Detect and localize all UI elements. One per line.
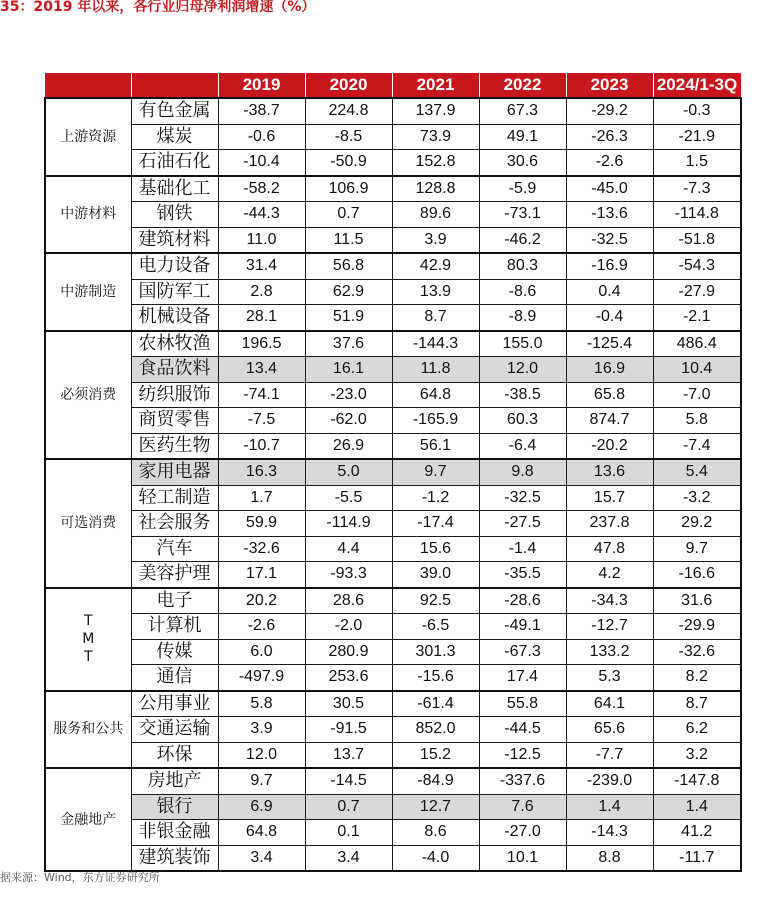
value-cell: 3.2	[653, 742, 741, 768]
value-cell: 12.0	[479, 357, 566, 383]
value-cell: 31.4	[218, 253, 305, 279]
value-cell: -32.5	[479, 485, 566, 511]
value-cell: 4.4	[305, 536, 392, 562]
value-cell: 64.8	[392, 382, 479, 408]
value-cell: 4.2	[566, 562, 653, 588]
value-cell: 3.9	[218, 717, 305, 743]
value-cell: 5.0	[305, 459, 392, 485]
value-cell: 28.1	[218, 305, 305, 331]
value-cell: 41.2	[653, 820, 741, 846]
value-cell: -15.6	[392, 665, 479, 691]
value-cell: -54.3	[653, 253, 741, 279]
value-cell: 9.7	[392, 459, 479, 485]
header-year-2020: 2020	[305, 73, 392, 98]
value-cell: 224.8	[305, 98, 392, 124]
industry-cell: 纺织服饰	[131, 382, 218, 408]
value-cell: -74.1	[218, 382, 305, 408]
value-cell: -7.4	[653, 433, 741, 459]
value-cell: 92.5	[392, 588, 479, 614]
value-cell: 9.7	[653, 536, 741, 562]
table-row	[45, 768, 741, 794]
value-cell: 0.4	[566, 279, 653, 305]
table-row	[45, 253, 741, 279]
table-row	[45, 227, 741, 253]
value-cell: -165.9	[392, 408, 479, 434]
value-cell: -34.3	[566, 588, 653, 614]
value-cell: -50.9	[305, 150, 392, 176]
value-cell: -38.5	[479, 382, 566, 408]
industry-cell: 电力设备	[131, 253, 218, 279]
value-cell: 133.2	[566, 639, 653, 665]
value-cell: -7.0	[653, 382, 741, 408]
value-cell: -144.3	[392, 331, 479, 357]
value-cell: 29.2	[653, 511, 741, 537]
table-row	[45, 98, 741, 124]
value-cell: 16.1	[305, 357, 392, 383]
table-row	[45, 820, 741, 846]
header-group-cell	[45, 73, 131, 98]
value-cell: 89.6	[392, 202, 479, 228]
value-cell: 15.7	[566, 485, 653, 511]
value-cell: 26.9	[305, 433, 392, 459]
value-cell: -67.3	[479, 639, 566, 665]
value-cell: 486.4	[653, 331, 741, 357]
industry-cell: 公用事业	[131, 691, 218, 717]
value-cell: -6.5	[392, 614, 479, 640]
value-cell: 1.5	[653, 150, 741, 176]
value-cell: 51.9	[305, 305, 392, 331]
value-cell: -10.7	[218, 433, 305, 459]
table-row	[45, 717, 741, 743]
value-cell: 253.6	[305, 665, 392, 691]
value-cell: 39.0	[392, 562, 479, 588]
value-cell: 2.8	[218, 279, 305, 305]
value-cell: 56.8	[305, 253, 392, 279]
value-cell: -497.9	[218, 665, 305, 691]
value-cell: -12.5	[479, 742, 566, 768]
value-cell: -91.5	[305, 717, 392, 743]
value-cell: 3.4	[218, 845, 305, 871]
value-cell: -27.5	[479, 511, 566, 537]
group-label: 可选消费	[45, 459, 131, 588]
value-cell: 13.7	[305, 742, 392, 768]
value-cell: 852.0	[392, 717, 479, 743]
value-cell: -114.8	[653, 202, 741, 228]
value-cell: -12.7	[566, 614, 653, 640]
value-cell: 42.9	[392, 253, 479, 279]
industry-cell: 煤炭	[131, 124, 218, 150]
industry-cell: 医药生物	[131, 433, 218, 459]
industry-cell: 钢铁	[131, 202, 218, 228]
value-cell: 17.1	[218, 562, 305, 588]
table-row	[45, 485, 741, 511]
value-cell: 0.7	[305, 794, 392, 820]
value-cell: -337.6	[479, 768, 566, 794]
value-cell: -38.7	[218, 98, 305, 124]
group-label: 中游制造	[45, 253, 131, 331]
value-cell: 62.9	[305, 279, 392, 305]
value-cell: 31.6	[653, 588, 741, 614]
value-cell: -21.9	[653, 124, 741, 150]
group-label: 必须消费	[45, 331, 131, 460]
value-cell: 0.1	[305, 820, 392, 846]
value-cell: -239.0	[566, 768, 653, 794]
value-cell: 60.3	[479, 408, 566, 434]
industry-cell: 国防军工	[131, 279, 218, 305]
value-cell: -16.9	[566, 253, 653, 279]
header-year-2022: 2022	[479, 73, 566, 98]
group-label: 中游材料	[45, 176, 131, 254]
table-row	[45, 408, 741, 434]
value-cell: 128.8	[392, 176, 479, 202]
industry-cell: 建筑材料	[131, 227, 218, 253]
value-cell: 5.8	[653, 408, 741, 434]
value-cell: 7.6	[479, 794, 566, 820]
value-cell: 15.6	[392, 536, 479, 562]
value-cell: 3.4	[305, 845, 392, 871]
industry-cell: 环保	[131, 742, 218, 768]
value-cell: 64.8	[218, 820, 305, 846]
value-cell: -27.9	[653, 279, 741, 305]
value-cell: -7.7	[566, 742, 653, 768]
value-cell: -44.5	[479, 717, 566, 743]
group-label: 服务和公共	[45, 691, 131, 769]
value-cell: 13.6	[566, 459, 653, 485]
value-cell: -147.8	[653, 768, 741, 794]
value-cell: 106.9	[305, 176, 392, 202]
value-cell: -2.6	[566, 150, 653, 176]
value-cell: -73.1	[479, 202, 566, 228]
value-cell: -29.9	[653, 614, 741, 640]
industry-cell: 电子	[131, 588, 218, 614]
value-cell: -32.5	[566, 227, 653, 253]
value-cell: 196.5	[218, 331, 305, 357]
value-cell: 30.6	[479, 150, 566, 176]
value-cell: 13.9	[392, 279, 479, 305]
industry-cell: 计算机	[131, 614, 218, 640]
industry-cell: 建筑装饰	[131, 845, 218, 871]
value-cell: 5.8	[218, 691, 305, 717]
value-cell: -5.5	[305, 485, 392, 511]
header-industry-cell	[131, 73, 218, 98]
table-row	[45, 382, 741, 408]
value-cell: -8.5	[305, 124, 392, 150]
industry-cell: 基础化工	[131, 176, 218, 202]
value-cell: 3.9	[392, 227, 479, 253]
value-cell: -93.3	[305, 562, 392, 588]
value-cell: -17.4	[392, 511, 479, 537]
value-cell: 10.1	[479, 845, 566, 871]
value-cell: 10.4	[653, 357, 741, 383]
header-year-2019: 2019	[218, 73, 305, 98]
value-cell: -2.6	[218, 614, 305, 640]
industry-cell: 美容护理	[131, 562, 218, 588]
value-cell: -0.3	[653, 98, 741, 124]
industry-cell: 商贸零售	[131, 408, 218, 434]
value-cell: -7.3	[653, 176, 741, 202]
value-cell: 16.3	[218, 459, 305, 485]
table-row	[45, 511, 741, 537]
value-cell: -20.2	[566, 433, 653, 459]
table-row	[45, 124, 741, 150]
value-cell: 280.9	[305, 639, 392, 665]
value-cell: -58.2	[218, 176, 305, 202]
industry-cell: 有色金属	[131, 98, 218, 124]
value-cell: 6.2	[653, 717, 741, 743]
value-cell: 9.7	[218, 768, 305, 794]
table-row	[45, 742, 741, 768]
value-cell: 55.8	[479, 691, 566, 717]
table-row	[45, 665, 741, 691]
value-cell: 30.5	[305, 691, 392, 717]
value-cell: -2.0	[305, 614, 392, 640]
industry-cell: 轻工制造	[131, 485, 218, 511]
value-cell: 0.7	[305, 202, 392, 228]
value-cell: -62.0	[305, 408, 392, 434]
table-row	[45, 305, 741, 331]
table-row	[45, 433, 741, 459]
value-cell: 64.1	[566, 691, 653, 717]
value-cell: 17.4	[479, 665, 566, 691]
value-cell: -51.8	[653, 227, 741, 253]
value-cell: -44.3	[218, 202, 305, 228]
value-cell: -26.3	[566, 124, 653, 150]
figure-title: 35：2019 年以来，各行业归母净利润增速（%）	[0, 0, 316, 15]
value-cell: 237.8	[566, 511, 653, 537]
table-row	[45, 279, 741, 305]
industry-cell: 家用电器	[131, 459, 218, 485]
value-cell: -14.3	[566, 820, 653, 846]
value-cell: 49.1	[479, 124, 566, 150]
value-cell: -32.6	[653, 639, 741, 665]
value-cell: 6.0	[218, 639, 305, 665]
group-label: T M T	[45, 588, 131, 691]
group-label: 金融地产	[45, 768, 131, 871]
value-cell: 9.8	[479, 459, 566, 485]
industry-cell: 农林牧渔	[131, 331, 218, 357]
value-cell: 65.6	[566, 717, 653, 743]
industry-cell: 交通运输	[131, 717, 218, 743]
value-cell: -114.9	[305, 511, 392, 537]
value-cell: -3.2	[653, 485, 741, 511]
value-cell: 11.0	[218, 227, 305, 253]
table-row	[45, 639, 741, 665]
value-cell: -6.4	[479, 433, 566, 459]
header-year-2023: 2023	[566, 73, 653, 98]
value-cell: 16.9	[566, 357, 653, 383]
value-cell: -28.6	[479, 588, 566, 614]
value-cell: 12.0	[218, 742, 305, 768]
value-cell: -0.6	[218, 124, 305, 150]
value-cell: -4.0	[392, 845, 479, 871]
value-cell: 1.7	[218, 485, 305, 511]
industry-cell: 机械设备	[131, 305, 218, 331]
value-cell: 12.7	[392, 794, 479, 820]
table-body	[45, 98, 741, 871]
value-cell: -49.1	[479, 614, 566, 640]
value-cell: -29.2	[566, 98, 653, 124]
value-cell: -2.1	[653, 305, 741, 331]
value-cell: 8.7	[653, 691, 741, 717]
value-cell: -84.9	[392, 768, 479, 794]
value-cell: 5.3	[566, 665, 653, 691]
value-cell: -125.4	[566, 331, 653, 357]
table-row	[45, 357, 741, 383]
value-cell: -8.6	[479, 279, 566, 305]
value-cell: 6.9	[218, 794, 305, 820]
table-row	[45, 794, 741, 820]
industry-cell: 通信	[131, 665, 218, 691]
value-cell: -35.5	[479, 562, 566, 588]
value-cell: 67.3	[479, 98, 566, 124]
industry-cell: 社会服务	[131, 511, 218, 537]
table-row	[45, 176, 741, 202]
value-cell: -7.5	[218, 408, 305, 434]
industry-cell: 银行	[131, 794, 218, 820]
header-year-2021: 2021	[392, 73, 479, 98]
value-cell: -32.6	[218, 536, 305, 562]
value-cell: 1.4	[653, 794, 741, 820]
table-row	[45, 691, 741, 717]
value-cell: 28.6	[305, 588, 392, 614]
value-cell: -14.5	[305, 768, 392, 794]
profit-growth-table	[44, 73, 742, 872]
table-row	[45, 845, 741, 871]
value-cell: 65.8	[566, 382, 653, 408]
value-cell: 8.2	[653, 665, 741, 691]
value-cell: 73.9	[392, 124, 479, 150]
value-cell: -61.4	[392, 691, 479, 717]
value-cell: 5.4	[653, 459, 741, 485]
value-cell: 874.7	[566, 408, 653, 434]
industry-cell: 非银金融	[131, 820, 218, 846]
value-cell: -5.9	[479, 176, 566, 202]
value-cell: 11.5	[305, 227, 392, 253]
value-cell: -27.0	[479, 820, 566, 846]
value-cell: 152.8	[392, 150, 479, 176]
value-cell: 301.3	[392, 639, 479, 665]
table-row	[45, 150, 741, 176]
value-cell: 80.3	[479, 253, 566, 279]
value-cell: -45.0	[566, 176, 653, 202]
value-cell: 8.6	[392, 820, 479, 846]
value-cell: -1.4	[479, 536, 566, 562]
group-label: 上游资源	[45, 98, 131, 176]
value-cell: 11.8	[392, 357, 479, 383]
value-cell: 37.6	[305, 331, 392, 357]
value-cell: -1.2	[392, 485, 479, 511]
value-cell: -23.0	[305, 382, 392, 408]
value-cell: -46.2	[479, 227, 566, 253]
header-row	[45, 73, 741, 98]
value-cell: 8.7	[392, 305, 479, 331]
value-cell: -11.7	[653, 845, 741, 871]
header-year-2024-1-3q: 2024/1-3Q	[653, 73, 741, 98]
value-cell: 56.1	[392, 433, 479, 459]
value-cell: 13.4	[218, 357, 305, 383]
table-row	[45, 202, 741, 228]
industry-cell: 传媒	[131, 639, 218, 665]
industry-cell: 石油石化	[131, 150, 218, 176]
table-row	[45, 331, 741, 357]
industry-cell: 食品饮料	[131, 357, 218, 383]
industry-cell: 房地产	[131, 768, 218, 794]
value-cell: 155.0	[479, 331, 566, 357]
value-cell: 20.2	[218, 588, 305, 614]
value-cell: 47.8	[566, 536, 653, 562]
value-cell: 1.4	[566, 794, 653, 820]
value-cell: 137.9	[392, 98, 479, 124]
industry-cell: 汽车	[131, 536, 218, 562]
table-row	[45, 459, 741, 485]
value-cell: -16.6	[653, 562, 741, 588]
table-row	[45, 562, 741, 588]
source-note: 据来源：Wind，东方证券研究所	[0, 871, 160, 884]
table-row	[45, 536, 741, 562]
table-row	[45, 588, 741, 614]
value-cell: -10.4	[218, 150, 305, 176]
value-cell: 8.8	[566, 845, 653, 871]
value-cell: -0.4	[566, 305, 653, 331]
value-cell: 15.2	[392, 742, 479, 768]
value-cell: 59.9	[218, 511, 305, 537]
value-cell: -8.9	[479, 305, 566, 331]
value-cell: -13.6	[566, 202, 653, 228]
table-row	[45, 614, 741, 640]
